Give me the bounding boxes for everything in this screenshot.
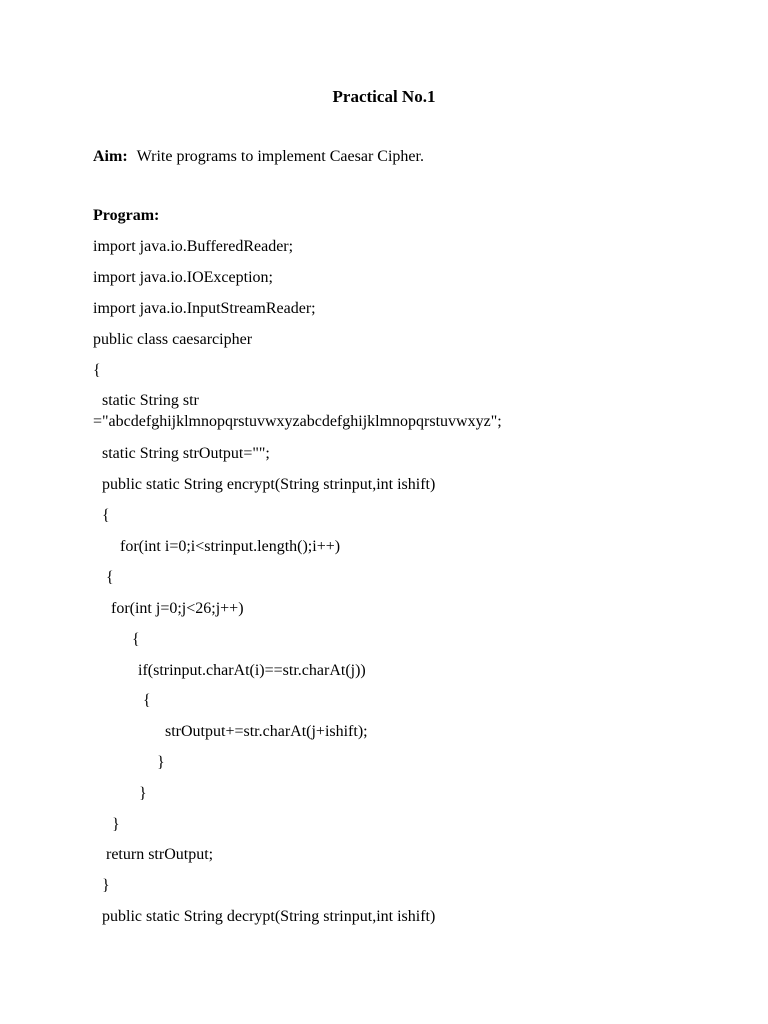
code-line: } (139, 785, 147, 802)
code-line: { (143, 692, 151, 709)
code-line: { (102, 507, 110, 524)
code-line: { (93, 362, 101, 379)
code-line: } (102, 877, 110, 894)
program-label: Program: (93, 207, 160, 224)
code-line: static String strOutput=""; (102, 445, 270, 462)
code-line: { (132, 631, 140, 648)
code-line: public static String decrypt(String strinput,int ishift) (102, 908, 436, 925)
aim-label: Aim: (93, 148, 128, 165)
code-line: if(strinput.charAt(i)==str.charAt(j)) (138, 662, 366, 679)
code-line: ="abcdefghijklmnopqrstuvwxyzabcdefghijklmnopqrstuvwxyz"; (93, 413, 502, 430)
code-line: { (106, 569, 114, 586)
code-line: for(int i=0;i<strinput.length();i++) (120, 538, 341, 555)
code-line: public class caesarcipher (93, 331, 253, 348)
code-line: static String str (102, 392, 199, 409)
code-line: public static String encrypt(String strinput,int ishift) (102, 476, 436, 493)
code-line: } (112, 816, 120, 833)
aim-section (93, 148, 424, 166)
code-line: } (157, 754, 165, 771)
code-line: return strOutput; (106, 846, 214, 863)
code-line: import java.io.InputStreamReader; (93, 300, 316, 317)
code-line: import java.io.IOException; (93, 269, 273, 286)
aim-text: Write programs to implement Caesar Cipher. (136, 148, 424, 165)
code-line: strOutput+=str.charAt(j+ishift); (165, 723, 368, 740)
code-line: import java.io.BufferedReader; (93, 238, 294, 255)
code-line: for(int j=0;j<26;j++) (111, 600, 244, 617)
practical-title: Practical No.1 (332, 87, 436, 106)
